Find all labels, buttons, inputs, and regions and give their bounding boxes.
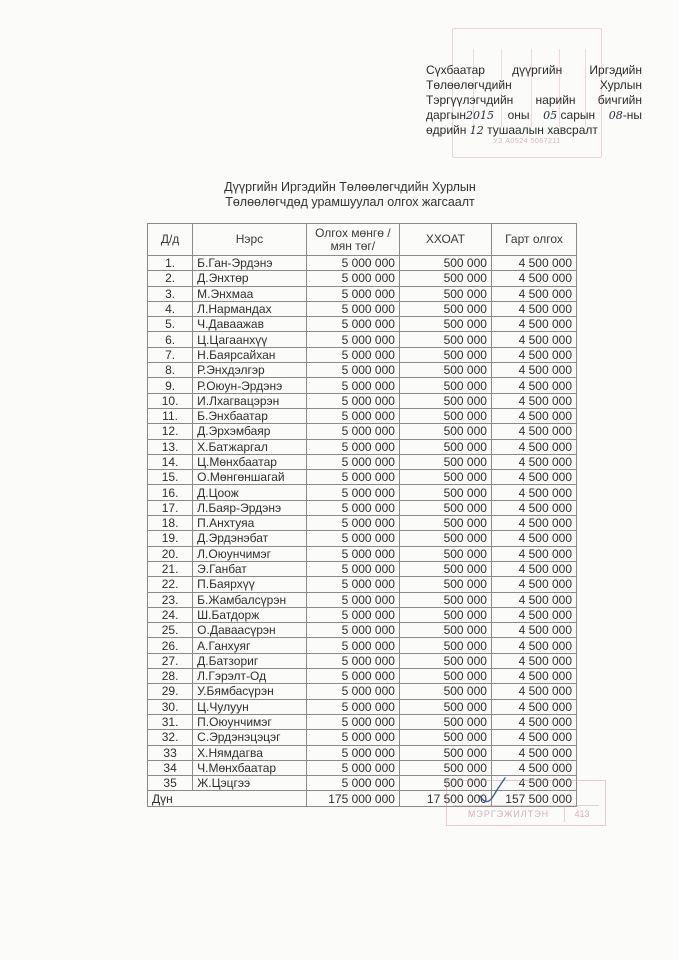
row-name: М.Энхмаа [193,286,307,301]
stamp-text: МЭРГЭЖИЛТЭН [453,806,565,822]
row-name: Х.Нямдагва [193,745,307,760]
row-number: 27. [148,653,193,668]
row-amount: 5 000 000 [306,714,399,729]
row-amount: 5 000 000 [306,623,399,638]
row-name: О.Мөнгөншагай [193,470,307,485]
row-name: П.Баярхүү [193,577,307,592]
col-header-name: Нэрс [193,224,307,256]
row-tax: 500 000 [399,684,491,699]
row-amount: 5 000 000 [306,408,399,423]
row-tax: 500 000 [399,745,491,760]
row-name: Ч.Мөнхбаатар [193,760,307,775]
document-title [190,180,510,210]
header-word: бичгийн [597,93,642,107]
handwritten-order-no: 12 [469,124,484,137]
row-net: 4 500 000 [491,286,576,301]
row-number: 35 [148,776,193,791]
row-net: 4 500 000 [491,347,576,362]
row-amount: 5 000 000 [306,301,399,316]
row-amount: 5 000 000 [306,500,399,515]
row-amount: 5 000 000 [306,516,399,531]
header-line-3 [426,93,642,108]
title-line-2: Төлөөлөгчдөд урамшуулал олгох жагсаалт [225,195,475,209]
table-row [148,424,577,439]
row-tax: 500 000 [399,577,491,592]
row-name: Д.Батзориг [193,653,307,668]
total-tax: 17 500 000 [399,791,491,806]
table-row [148,271,577,286]
row-number: 14. [148,454,193,469]
row-number: 12. [148,424,193,439]
row-name: Ц.Цагаанхүү [193,332,307,347]
row-number: 20. [148,546,193,561]
row-number: 13. [148,439,193,454]
header-word: -ны [622,108,642,122]
row-net: 4 500 000 [491,623,576,638]
table-row [148,592,577,607]
row-net: 4 500 000 [491,485,576,500]
row-amount: 5 000 000 [306,271,399,286]
table-row [148,730,577,745]
row-tax: 500 000 [399,347,491,362]
table-row [148,546,577,561]
row-amount: 5 000 000 [306,684,399,699]
table-row [148,561,577,576]
row-net: 4 500 000 [491,730,576,745]
row-tax: 500 000 [399,699,491,714]
row-number: 6. [148,332,193,347]
row-number: 11. [148,408,193,423]
stamp-serial: УЗ А0524 5067211 [493,138,561,145]
table-row [148,577,577,592]
row-number: 9. [148,378,193,393]
row-net: 4 500 000 [491,500,576,515]
total-label: Дүн [148,791,307,806]
row-number: 7. [148,347,193,362]
table-row [148,485,577,500]
row-net: 4 500 000 [491,454,576,469]
row-number: 18. [148,516,193,531]
row-name: Ж.Цэцгээ [193,776,307,791]
row-name: Х.Батжаргал [193,439,307,454]
annex-header [426,63,642,138]
row-amount: 5 000 000 [306,760,399,775]
row-amount: 5 000 000 [306,577,399,592]
table-row [148,714,577,729]
header-word: оны [507,108,530,122]
row-name: Р.Оюун-Эрдэнэ [193,378,307,393]
table-row [148,531,577,546]
row-name: Ц.Мөнхбаатар [193,454,307,469]
row-name: С.Эрдэнэцэцэг [193,730,307,745]
row-name: Б.Ган-Эрдэнэ [193,256,307,271]
row-number: 16. [148,485,193,500]
row-tax: 500 000 [399,653,491,668]
row-tax: 500 000 [399,714,491,729]
row-net: 4 500 000 [491,684,576,699]
row-net: 4 500 000 [491,332,576,347]
row-amount: 5 000 000 [306,546,399,561]
table-row [148,699,577,714]
row-net: 4 500 000 [491,561,576,576]
row-amount: 5 000 000 [306,531,399,546]
row-net: 4 500 000 [491,760,576,775]
table-row [148,638,577,653]
row-number: 3. [148,286,193,301]
table-row [148,363,577,378]
header-line-5 [426,123,642,138]
handwritten-month: 05 [543,109,558,122]
row-name: Д.Эрдэнэбат [193,531,307,546]
row-tax: 500 000 [399,286,491,301]
table-row [148,332,577,347]
row-number: 30. [148,699,193,714]
row-tax: 500 000 [399,546,491,561]
table-row [148,684,577,699]
row-name: О.Даваасүрэн [193,623,307,638]
table-row [148,623,577,638]
table-row [148,607,577,622]
row-net: 4 500 000 [491,470,576,485]
row-net: 4 500 000 [491,577,576,592]
row-number: 5. [148,317,193,332]
row-net: 4 500 000 [491,408,576,423]
row-name: Д.Цоож [193,485,307,500]
row-name: Л.Нармандах [193,301,307,316]
row-name: Л.Гэрэлт-Од [193,669,307,684]
row-name: Д.Эрхэмбаяр [193,424,307,439]
row-tax: 500 000 [399,638,491,653]
header-word: даргын [426,108,466,122]
table-row [148,347,577,362]
row-amount: 5 000 000 [306,256,399,271]
row-name: Л.Оюунчимэг [193,546,307,561]
row-amount: 5 000 000 [306,745,399,760]
header-word: нарийн [535,93,576,107]
row-amount: 5 000 000 [306,332,399,347]
row-tax: 500 000 [399,301,491,316]
table-row [148,378,577,393]
table-row [148,745,577,760]
row-tax: 500 000 [399,378,491,393]
table-header-row [148,224,577,256]
row-amount: 5 000 000 [306,653,399,668]
table-row [148,301,577,316]
row-number: 19. [148,531,193,546]
total-amount: 175 000 000 [306,791,399,806]
table-row [148,256,577,271]
row-amount: 5 000 000 [306,592,399,607]
row-number: 28. [148,669,193,684]
row-amount: 5 000 000 [306,607,399,622]
row-name: Ч.Даваажав [193,317,307,332]
row-amount: 5 000 000 [306,485,399,500]
table-row [148,653,577,668]
header-word: Хурлын [599,78,642,92]
header-line-1 [426,63,642,78]
row-net: 4 500 000 [491,439,576,454]
row-name: У.Бямбасүрэн [193,684,307,699]
header-word: Төлөөлөгчдийн [426,78,512,92]
row-tax: 500 000 [399,531,491,546]
row-number: 24. [148,607,193,622]
row-tax: 500 000 [399,271,491,286]
row-net: 4 500 000 [491,256,576,271]
row-name: Р.Энхдэлгэр [193,363,307,378]
row-net: 4 500 000 [491,776,576,791]
row-number: 33 [148,745,193,760]
row-amount: 5 000 000 [306,776,399,791]
row-tax: 500 000 [399,500,491,515]
row-name: Ш.Батдорж [193,607,307,622]
row-net: 4 500 000 [491,516,576,531]
row-net: 4 500 000 [491,714,576,729]
row-net: 4 500 000 [491,745,576,760]
row-name: И.Лхагвацэрэн [193,393,307,408]
row-amount: 5 000 000 [306,393,399,408]
row-tax: 500 000 [399,470,491,485]
row-name: А.Ганхуяг [193,638,307,653]
row-amount: 5 000 000 [306,347,399,362]
row-net: 4 500 000 [491,363,576,378]
table-row [148,500,577,515]
row-number: 1. [148,256,193,271]
row-number: 26. [148,638,193,653]
row-name: Б.Жамбалсүрэн [193,592,307,607]
table-row [148,393,577,408]
row-net: 4 500 000 [491,301,576,316]
total-net: 157 500 000 [491,791,576,806]
row-amount: 5 000 000 [306,424,399,439]
table-row [148,669,577,684]
row-tax: 500 000 [399,561,491,576]
row-tax: 500 000 [399,393,491,408]
row-tax: 500 000 [399,760,491,775]
row-tax: 500 000 [399,623,491,638]
row-net: 4 500 000 [491,393,576,408]
row-net: 4 500 000 [491,638,576,653]
row-number: 21. [148,561,193,576]
row-tax: 500 000 [399,607,491,622]
row-amount: 5 000 000 [306,378,399,393]
row-net: 4 500 000 [491,546,576,561]
row-name: Б.Энхбаатар [193,408,307,423]
table-row [148,439,577,454]
table-row [148,470,577,485]
row-number: 25. [148,623,193,638]
row-name: П.Анхтуяа [193,516,307,531]
col-header-number: Д/д [148,224,193,256]
row-number: 32. [148,730,193,745]
row-net: 4 500 000 [491,378,576,393]
row-number: 31. [148,714,193,729]
bonus-list-table [147,223,577,807]
header-word: Тэргүүлэгчдийн [426,93,514,107]
header-line-4 [426,108,642,123]
title-line-1: Дүүргийн Иргэдийн Төлөөлөгчдийн Хурлын [224,180,476,194]
row-net: 4 500 000 [491,699,576,714]
col-header-tax: ХХОАТ [399,224,491,256]
row-amount: 5 000 000 [306,286,399,301]
table-row [148,454,577,469]
row-name: Э.Ганбат [193,561,307,576]
row-name: Д.Энхтөр [193,271,307,286]
row-tax: 500 000 [399,332,491,347]
header-word: Иргэдийн [589,63,642,77]
row-tax: 500 000 [399,454,491,469]
row-number: 23. [148,592,193,607]
row-number: 15. [148,470,193,485]
row-net: 4 500 000 [491,317,576,332]
row-name: П.Оюунчимэг [193,714,307,729]
table-row [148,516,577,531]
header-word: тушаалын хавсралт [487,123,598,137]
handwritten-year: 2015 [465,109,494,122]
row-amount: 5 000 000 [306,454,399,469]
header-word: дүүргийн [512,63,563,77]
row-net: 4 500 000 [491,669,576,684]
row-tax: 500 000 [399,408,491,423]
header-word: сарын [560,108,596,122]
row-number: 10. [148,393,193,408]
col-header-amount: Олгох мөнгө /мян төг/ [306,224,399,256]
table-row [148,317,577,332]
row-number: 8. [148,363,193,378]
row-amount: 5 000 000 [306,470,399,485]
row-net: 4 500 000 [491,271,576,286]
handwritten-day: 08 [608,109,623,122]
row-name: Л.Баяр-Эрдэнэ [193,500,307,515]
row-tax: 500 000 [399,363,491,378]
checkmark-icon [478,776,508,806]
row-number: 34 [148,760,193,775]
row-amount: 5 000 000 [306,439,399,454]
table-row [148,286,577,301]
table-row [148,760,577,775]
header-line-2 [426,78,642,93]
table-row [148,408,577,423]
row-net: 4 500 000 [491,424,576,439]
row-tax: 500 000 [399,730,491,745]
row-tax: 500 000 [399,317,491,332]
row-number: 22. [148,577,193,592]
row-amount: 5 000 000 [306,730,399,745]
row-number: 17. [148,500,193,515]
header-word: Сүхбаатар [426,63,485,77]
row-number: 2. [148,271,193,286]
row-net: 4 500 000 [491,531,576,546]
row-tax: 500 000 [399,485,491,500]
row-tax: 500 000 [399,592,491,607]
row-number: 4. [148,301,193,316]
row-tax: 500 000 [399,439,491,454]
row-tax: 500 000 [399,516,491,531]
row-tax: 500 000 [399,669,491,684]
col-header-net: Гарт олгох [491,224,576,256]
stamp-number: 413 [574,809,590,819]
row-net: 4 500 000 [491,592,576,607]
row-amount: 5 000 000 [306,363,399,378]
header-word: өдрийн [426,123,467,137]
row-amount: 5 000 000 [306,317,399,332]
row-amount: 5 000 000 [306,669,399,684]
row-amount: 5 000 000 [306,638,399,653]
row-name: Н.Баярсайхан [193,347,307,362]
row-amount: 5 000 000 [306,561,399,576]
row-number: 29. [148,684,193,699]
row-tax: 500 000 [399,776,491,791]
row-amount: 5 000 000 [306,699,399,714]
official-stamp-bottom [446,780,606,826]
row-name: Ц.Чулуун [193,699,307,714]
row-tax: 500 000 [399,256,491,271]
row-net: 4 500 000 [491,607,576,622]
row-net: 4 500 000 [491,653,576,668]
row-tax: 500 000 [399,424,491,439]
